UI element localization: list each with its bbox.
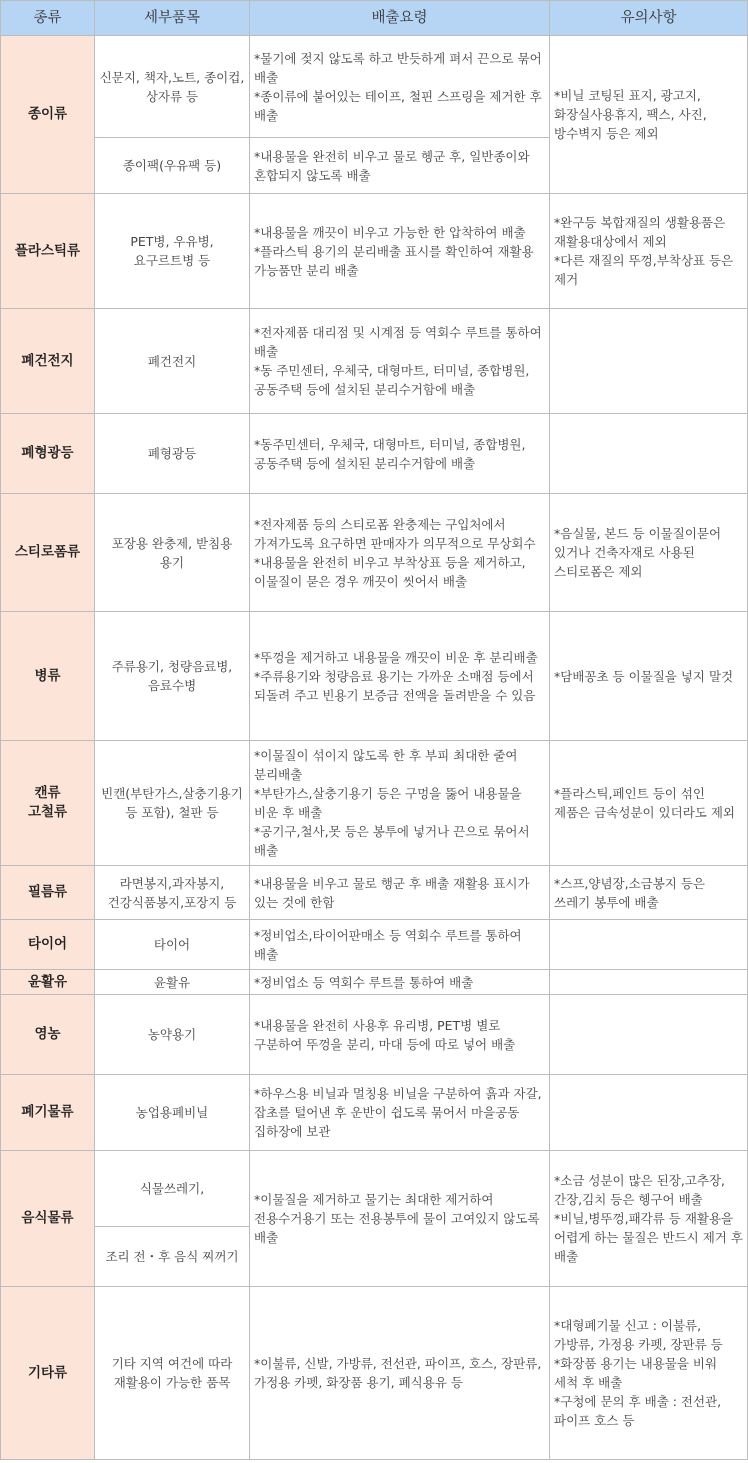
item-cell: 폐형광등 [95, 414, 250, 494]
note-cell [550, 970, 748, 995]
table-row [1, 36, 748, 138]
method-line: *플라스틱 용기의 분리배출 표시를 확인하여 재활용 가능품만 분리 배출 [254, 243, 534, 278]
category-cell: 윤활유 [1, 970, 95, 995]
note-cell [550, 866, 748, 920]
item-cell: 윤활유 [95, 970, 250, 995]
method-line: *물기에 젖지 않도록 하고 반듯하게 펴서 끈으로 묶어 배출 [254, 50, 542, 85]
note-cell [550, 920, 748, 970]
category-cell: 폐건전지 [1, 309, 95, 414]
item-cell: 포장용 완충제, 받침용 용기 [95, 494, 250, 612]
table-row [1, 309, 748, 414]
note-cell [550, 995, 748, 1075]
method-line: *이불류, 신발, 가방류, 전선관, 파이프, 호스, 장판류, 가정용 카펫, 화장품 용기, 폐식용유 등 [254, 1356, 542, 1390]
category-cell: 스티로폼류 [1, 494, 95, 612]
item-cell: 주류용기, 청량음료병, 음료수병 [95, 612, 250, 741]
table-row [1, 1075, 748, 1151]
item-cell: 조리 전・후 음식 찌꺼기 [95, 1227, 250, 1287]
method-cell [250, 970, 550, 995]
method-line: *내용물을 비우고 물로 행군 후 배출 재활용 표시가 있는 것에 한함 [254, 875, 530, 910]
note-line: *화장품 용기는 내용물을 비워 세척 후 배출 [554, 1356, 718, 1390]
category-line: 캔류 [34, 785, 61, 801]
note-cell [550, 494, 748, 612]
category-cell: 음식물류 [1, 1151, 95, 1287]
header-item: 세부품목 [95, 1, 250, 36]
note-cell [550, 1287, 748, 1460]
note-line: *대형폐기물 신고 : 이불류, 가방류, 가정용 카펫, 장판류 등 [554, 1318, 723, 1352]
method-cell [250, 612, 550, 741]
table-row [1, 1151, 748, 1227]
method-line: *종이류에 붙어있는 테이프, 철핀 스프링을 제거한 후 배출 [254, 88, 542, 123]
item-cell: 식물쓰레기, [95, 1151, 250, 1227]
note-cell [550, 309, 748, 414]
table-row [1, 970, 748, 995]
category-cell [1, 741, 95, 866]
item-cell: 농약용기 [95, 995, 250, 1075]
method-cell [250, 414, 550, 494]
note-line: *완구등 복합재질의 생활용품은 재활용대상에서 제외 [554, 215, 726, 249]
method-cell [250, 36, 550, 138]
method-line: *공기구,철사,못 등은 봉투에 넣거나 끈으로 묶어서 배출 [254, 824, 530, 858]
item-cell: PET병, 우유병, 요구르트병 등 [95, 194, 250, 309]
table-row [1, 194, 748, 309]
note-cell [550, 741, 748, 866]
note-line: *다른 재질의 뚜껑,부착상표 등은 제거 [554, 253, 734, 287]
category-cell: 기타류 [1, 1287, 95, 1460]
header-row [1, 1, 748, 36]
note-line: *담배꽁초 등 이물질을 넣지 말것 [554, 668, 734, 684]
header-category: 종류 [1, 1, 95, 36]
table-row [1, 612, 748, 741]
table-row [1, 414, 748, 494]
category-cell: 폐기물류 [1, 1075, 95, 1151]
method-cell [250, 920, 550, 970]
item-cell: 종이팩(우유팩 등) [95, 138, 250, 194]
method-cell [250, 1151, 550, 1287]
table-row [1, 920, 748, 970]
item-cell: 신문지, 책자,노트, 종이컵, 상자류 등 [95, 36, 250, 138]
method-cell [250, 741, 550, 866]
method-cell [250, 1075, 550, 1151]
method-line: *주류용기와 청량음료 용기는 가까운 소매점 등에서 되돌려 주고 빈용기 보증금 전액을 돌려받을 수 있음 [254, 668, 536, 703]
method-cell [250, 138, 550, 194]
item-cell: 라면봉지,과자봉지,건강식품봉지,포장지 등 [95, 866, 250, 920]
method-cell [250, 995, 550, 1075]
item-cell: 폐건전지 [95, 309, 250, 414]
category-cell: 영농 [1, 995, 95, 1075]
table-row [1, 995, 748, 1075]
note-line: *음실물, 본드 등 이물질이묻어 있거나 건축자재로 사용된 스티로폼은 제외 [554, 526, 722, 579]
method-cell [250, 309, 550, 414]
method-line: *이물질이 섞이지 않도록 한 후 부피 최대한 줄여 분리배출 [254, 748, 518, 782]
category-cell: 폐형광등 [1, 414, 95, 494]
category-cell: 병류 [1, 612, 95, 741]
method-line: *동주민센터, 우체국, 대형마트, 터미널, 종합병원, 공동주택 등에 설치된 분리수거함에 배출 [254, 436, 526, 471]
category-cell: 타이어 [1, 920, 95, 970]
category-line: 고철류 [27, 804, 68, 820]
item-cell: 빈캔(부탄가스,살충기용기 등 포함), 철판 등 [95, 741, 250, 866]
header-method: 배출요령 [250, 1, 550, 36]
note-cell [550, 1151, 748, 1287]
method-line: *정비업소,타이어판매소 등 역회수 루트를 통하여 배출 [254, 927, 522, 962]
method-line: *전자제품 대리점 및 시계점 등 역회수 루트를 통하여 배출 [254, 325, 542, 359]
method-line: *부탄가스,살충기용기 등은 구멍을 뚫어 내용물을 비운 후 배출 [254, 786, 522, 820]
method-line: *동 주민센터, 우체국, 대형마트, 터미널, 종합병원, 공동주택 등에 설치된 분리수거함에 배출 [254, 363, 530, 397]
item-cell: 농업용폐비닐 [95, 1075, 250, 1151]
table-row [1, 741, 748, 866]
method-line: *내용물을 완전히 사용후 유리병, PET병 별로 구분하여 뚜껑을 분리, 마대 등에 따로 넣어 배출 [254, 1017, 516, 1052]
method-cell [250, 494, 550, 612]
item-cell: 타이어 [95, 920, 250, 970]
note-line: *플라스틱,페인트 등이 섞인 제품은 금속성분이 있더라도 제외 [554, 786, 735, 820]
table-row [1, 1287, 748, 1460]
note-line: *비닐 코팅된 표지, 광고지, 화장실사용휴지, 팩스, 사진, 방수벽지 등은 제외 [554, 88, 707, 141]
note-line: *스프,양념장,소금봉지 등은 쓰레기 봉투에 배출 [554, 875, 705, 910]
method-line: *정비업소 등 역회수 루트를 통하여 배출 [254, 974, 474, 990]
method-line: *전자제품 등의 스티로폼 완충제는 구입처에서 가져가도록 요구하면 판매자가 의무적으로 무상회수 [254, 516, 536, 551]
method-line: *뚜껑을 제거하고 내용물을 깨끗이 비운 후 분리배출 [254, 649, 538, 665]
note-line: *구청에 문의 후 배출 : 전선관, 파이프 호스 등 [554, 1394, 722, 1428]
header-note: 유의사항 [550, 1, 748, 36]
note-cell [550, 1075, 748, 1151]
note-cell [550, 194, 748, 309]
note-line: *소금 성분이 많은 된장,고추장,간장,김치 등은 헹구어 배출 [554, 1173, 726, 1207]
note-cell [550, 612, 748, 741]
method-line: *내용물을 완전히 비우고 부착상표 등을 제거하고, 이물질이 묻은 경우 깨끗이 씻어서 배출 [254, 554, 526, 589]
table-row [1, 494, 748, 612]
method-line: *내용물을 깨끗이 비우고 가능한 한 압착하여 배출 [254, 224, 526, 240]
method-cell [250, 866, 550, 920]
category-cell: 종이류 [1, 36, 95, 194]
method-cell [250, 194, 550, 309]
item-cell: 기타 지역 여건에 따라 재활용이 가능한 품목 [95, 1287, 250, 1460]
method-line: *이물질을 제거하고 물기는 최대한 제거하여 전용수거용기 또는 전용봉투에 물이 고여있지 않도록 배출 [254, 1192, 540, 1245]
category-cell: 필름류 [1, 866, 95, 920]
method-line: *내용물을 완전히 비우고 물로 헹군 후, 일반종이와 혼합되지 않도록 배출 [254, 148, 530, 183]
category-cell: 플라스틱류 [1, 194, 95, 309]
method-cell [250, 1287, 550, 1460]
note-cell [550, 36, 748, 194]
note-cell [550, 414, 748, 494]
method-line: *하우스용 비닐과 멀칭용 비닐을 구분하여 흙과 자갈, 잡초를 털어낸 후 운반이 쉽도록 묶어서 마을공동 집하장에 보관 [254, 1086, 542, 1139]
note-line: *비닐,병뚜껑,패각류 등 재활용을 어렵게 하는 물질은 반드시 제거 후 배출 [554, 1211, 743, 1264]
table-row [1, 866, 748, 920]
